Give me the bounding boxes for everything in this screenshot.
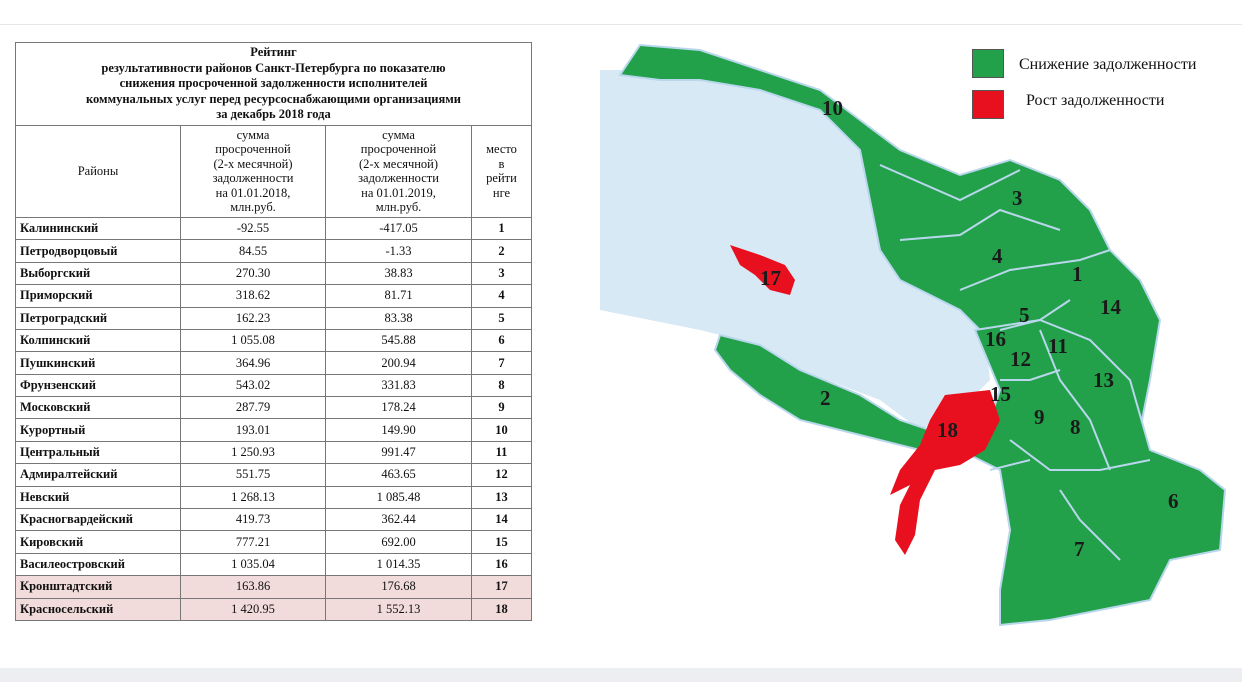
legend-swatch-decrease <box>972 49 1004 78</box>
debt-2018-cell: 193.01 <box>181 419 326 441</box>
district-name-cell: Пушкинский <box>16 352 181 374</box>
table-title-line: результативности районов Санкт-Петербурга по показателю <box>101 60 446 75</box>
header-line: сумма <box>236 127 270 142</box>
debt-2018-cell: 777.21 <box>181 531 326 553</box>
table-row <box>16 329 532 351</box>
header-line: в <box>498 156 505 171</box>
debt-2018-cell: 84.55 <box>181 240 326 262</box>
district-label-4: 4 <box>992 244 1003 268</box>
top-divider <box>0 24 1242 25</box>
legend-swatch-increase <box>972 90 1004 119</box>
table-row <box>16 240 532 262</box>
rank-cell: 3 <box>472 262 532 284</box>
debt-2019-cell: 1 014.35 <box>326 553 472 575</box>
header-line: (2-х месячной) <box>358 156 439 171</box>
table-body <box>16 217 532 620</box>
rating-table <box>15 42 532 621</box>
debt-2018-cell: 162.23 <box>181 307 326 329</box>
rank-cell: 18 <box>472 598 532 620</box>
district-label-8: 8 <box>1070 415 1081 439</box>
district-name-cell: Красносельский <box>16 598 181 620</box>
rank-cell: 6 <box>472 329 532 351</box>
rank-cell: 13 <box>472 486 532 508</box>
header-line: просроченной <box>360 142 437 157</box>
debt-2018-cell: 543.02 <box>181 374 326 396</box>
header-debt-2018 <box>181 125 326 217</box>
table-title-line: снижения просроченной задолженности исполнителей <box>119 76 428 91</box>
debt-2019-cell: 545.88 <box>326 329 472 351</box>
debt-2019-cell: 362.44 <box>326 509 472 531</box>
table-title-line: коммунальных услуг перед ресурсоснабжающими организациями <box>86 91 461 106</box>
legend-label-decrease: Снижение задолженности <box>1019 56 1197 73</box>
table-row <box>16 419 532 441</box>
rank-cell: 4 <box>472 285 532 307</box>
debt-2019-cell: 200.94 <box>326 352 472 374</box>
district-name-cell: Петродворцовый <box>16 240 181 262</box>
district-label-3: 3 <box>1012 186 1023 210</box>
debt-2018-cell: 163.86 <box>181 576 326 598</box>
district-name-cell: Колпинский <box>16 329 181 351</box>
debt-2019-cell: 1 085.48 <box>326 486 472 508</box>
debt-2019-cell: 149.90 <box>326 419 472 441</box>
district-name-cell: Невский <box>16 486 181 508</box>
debt-2019-cell: 991.47 <box>326 441 472 463</box>
debt-2019-cell: 81.71 <box>326 285 472 307</box>
district-label-13: 13 <box>1093 368 1114 392</box>
rank-cell: 11 <box>472 441 532 463</box>
debt-2018-cell: -92.55 <box>181 217 326 239</box>
header-line: млн.руб. <box>375 200 422 215</box>
debt-2019-cell: -1.33 <box>326 240 472 262</box>
debt-2018-cell: 551.75 <box>181 464 326 486</box>
table-row <box>16 441 532 463</box>
table-row <box>16 262 532 284</box>
debt-2018-cell: 1 268.13 <box>181 486 326 508</box>
rank-cell: 8 <box>472 374 532 396</box>
table-row <box>16 397 532 419</box>
header-line: сумма <box>382 127 415 142</box>
district-name-cell: Выборгский <box>16 262 181 284</box>
rank-cell: 12 <box>472 464 532 486</box>
table-row <box>16 576 532 598</box>
district-name-cell: Петроградский <box>16 307 181 329</box>
rank-cell: 7 <box>472 352 532 374</box>
district-label-16: 16 <box>985 327 1006 351</box>
header-line: нге <box>492 185 511 200</box>
district-name-cell: Приморский <box>16 285 181 307</box>
district-name-cell: Калининский <box>16 217 181 239</box>
table-row <box>16 509 532 531</box>
table-title <box>16 43 532 126</box>
table-row <box>16 598 532 620</box>
rank-cell: 14 <box>472 509 532 531</box>
district-label-1: 1 <box>1072 262 1083 286</box>
debt-2018-cell: 287.79 <box>181 397 326 419</box>
debt-2018-cell: 318.62 <box>181 285 326 307</box>
district-label-18: 18 <box>937 418 958 442</box>
table-row <box>16 285 532 307</box>
district-name-cell: Фрунзенский <box>16 374 181 396</box>
table-row <box>16 374 532 396</box>
table-row <box>16 486 532 508</box>
district-label-7: 7 <box>1074 537 1085 561</box>
header-line: рейти <box>486 171 517 186</box>
debt-2018-cell: 1 420.95 <box>181 598 326 620</box>
table-row <box>16 531 532 553</box>
debt-2019-cell: 176.68 <box>326 576 472 598</box>
debt-2018-cell: 419.73 <box>181 509 326 531</box>
debt-2018-cell: 364.96 <box>181 352 326 374</box>
debt-2018-cell: 1 055.08 <box>181 329 326 351</box>
table-title-line: Рейтинг <box>250 45 297 59</box>
header-line: просроченной <box>215 142 291 157</box>
district-label-17: 17 <box>760 266 781 290</box>
table-row <box>16 307 532 329</box>
table-row <box>16 553 532 575</box>
debt-2018-cell: 1 250.93 <box>181 441 326 463</box>
district-name-cell: Адмиралтейский <box>16 464 181 486</box>
debt-2019-cell: -417.05 <box>326 217 472 239</box>
header-district: Районы <box>16 125 181 217</box>
rank-cell: 15 <box>472 531 532 553</box>
district-label-11: 11 <box>1048 334 1068 358</box>
rank-cell: 9 <box>472 397 532 419</box>
header-line: место <box>486 142 517 157</box>
debt-2019-cell: 38.83 <box>326 262 472 284</box>
header-line: на 01.01.2018, <box>215 185 291 200</box>
district-label-12: 12 <box>1010 347 1031 371</box>
table-row <box>16 464 532 486</box>
rank-cell: 5 <box>472 307 532 329</box>
rank-cell: 1 <box>472 217 532 239</box>
header-line: задолженности <box>212 171 294 186</box>
district-label-5: 5 <box>1019 303 1030 327</box>
debt-2018-cell: 1 035.04 <box>181 553 326 575</box>
district-label-6: 6 <box>1168 489 1179 513</box>
header-debt-2019 <box>326 125 472 217</box>
header-line: задолженности <box>358 171 439 186</box>
debt-2019-cell: 463.65 <box>326 464 472 486</box>
debt-2018-cell: 270.30 <box>181 262 326 284</box>
district-name-cell: Московский <box>16 397 181 419</box>
debt-2019-cell: 178.24 <box>326 397 472 419</box>
district-name-cell: Курортный <box>16 419 181 441</box>
district-label-10: 10 <box>822 96 843 120</box>
district-label-14: 14 <box>1100 295 1121 319</box>
debt-2019-cell: 331.83 <box>326 374 472 396</box>
district-name-cell: Василеостровский <box>16 553 181 575</box>
rank-cell: 10 <box>472 419 532 441</box>
header-rank <box>472 125 532 217</box>
district-label-9: 9 <box>1034 405 1045 429</box>
district-name-cell: Кронштадтский <box>16 576 181 598</box>
bottom-bar <box>0 668 1242 682</box>
header-line: (2-х месячной) <box>213 156 293 171</box>
rank-cell: 2 <box>472 240 532 262</box>
table-row <box>16 352 532 374</box>
table-row <box>16 217 532 239</box>
table-title-line: за декабрь 2018 года <box>216 107 331 122</box>
district-label-2: 2 <box>820 386 831 410</box>
rank-cell: 17 <box>472 576 532 598</box>
header-line: на 01.01.2019, <box>361 185 436 200</box>
debt-2019-cell: 83.38 <box>326 307 472 329</box>
rank-cell: 16 <box>472 553 532 575</box>
legend-label-increase: Рост задолженности <box>1026 92 1165 109</box>
district-area-south <box>960 320 1225 625</box>
district-map <box>600 30 1230 640</box>
district-name-cell: Центральный <box>16 441 181 463</box>
district-label-15: 15 <box>990 382 1011 406</box>
district-name-cell: Кировский <box>16 531 181 553</box>
district-name-cell: Красногвардейский <box>16 509 181 531</box>
debt-2019-cell: 692.00 <box>326 531 472 553</box>
header-line: млн.руб. <box>230 200 276 215</box>
debt-2019-cell: 1 552.13 <box>326 598 472 620</box>
